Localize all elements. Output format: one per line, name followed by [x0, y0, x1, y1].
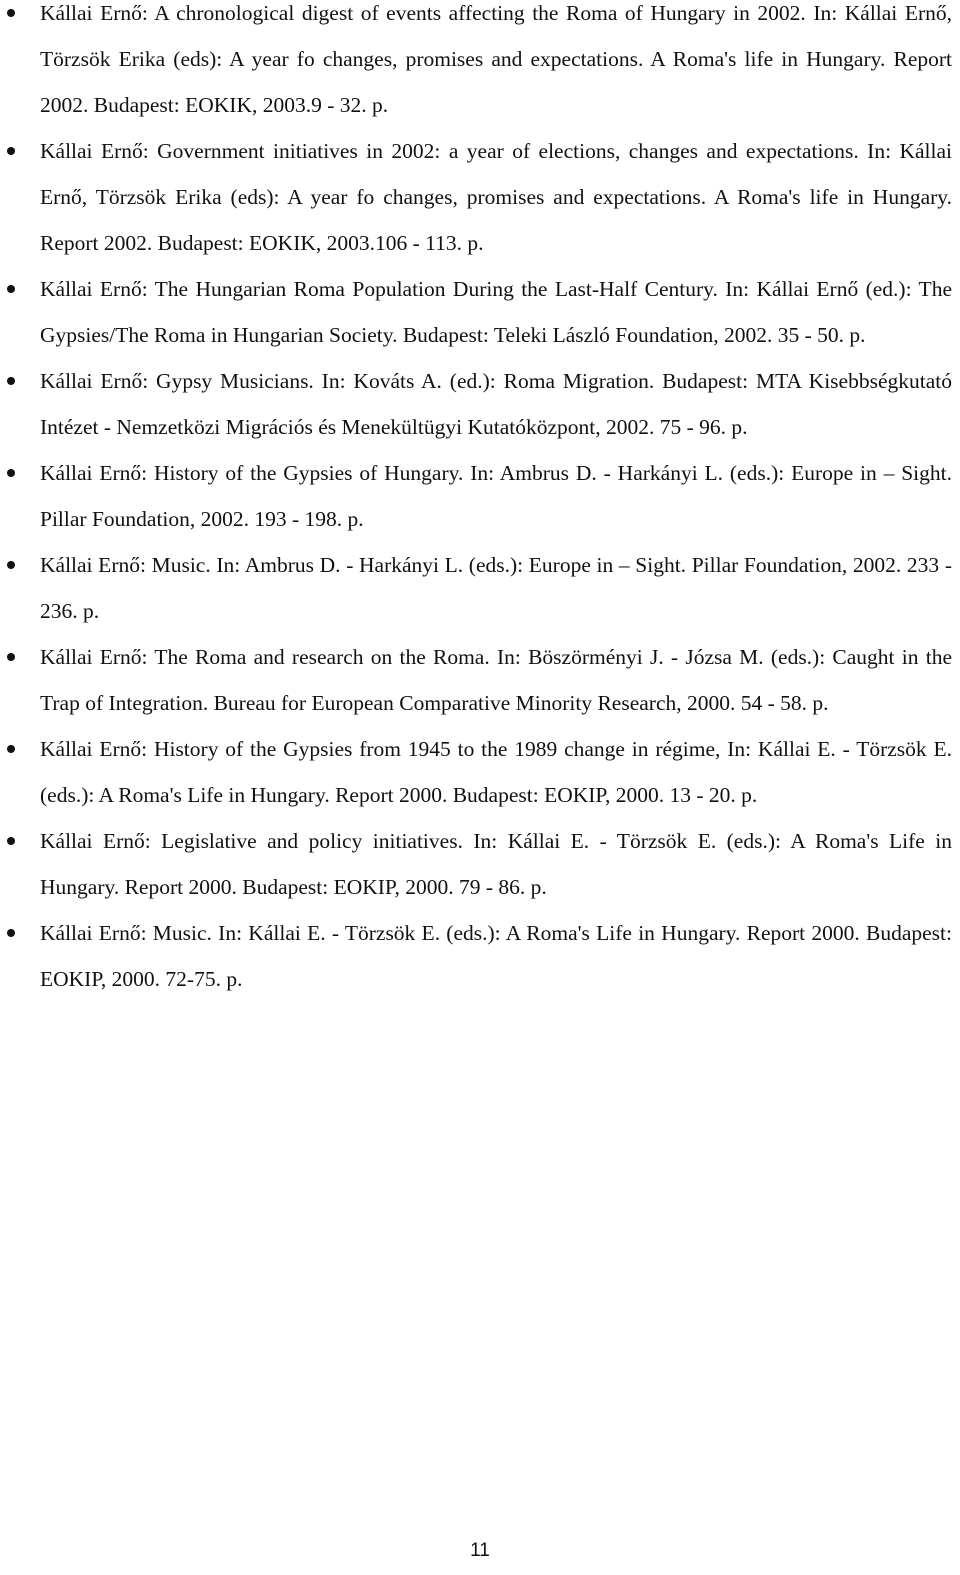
- bullet-icon: [7, 9, 15, 17]
- bibliography-entry: [0, 450, 960, 542]
- bibliography-entry: [0, 0, 960, 128]
- bibliography-entry-text: Kállai Ernő: Gypsy Musicians. In: Kováts A. (ed.): Roma Migration. Budapest: MTA Kisebbségkutató Intézet - Nemzetközi Migrációs és Menekültügyi Kutatóközpont, 2002. 75 - 96. p.: [40, 369, 952, 439]
- bibliography-entry-text: Kállai Ernő: The Roma and research on the Roma. In: Böszörményi J. - Józsa M. (eds.): Caught in the Trap of Integration. Bureau for European Comparative Minority Research, 2000. 54 - 58. p.: [40, 645, 952, 715]
- bibliography-entry-text: Kállai Ernő: The Hungarian Roma Population During the Last-Half Century. In: Kállai Ernő (ed.): The Gypsies/The Roma in Hungarian Society. Budapest: Teleki László Foundation, 2002. 35 - 50. p.: [40, 277, 952, 347]
- bullet-icon: [7, 147, 15, 155]
- bibliography-entry: [0, 634, 960, 726]
- bullet-icon: [7, 837, 15, 845]
- bibliography-entry-text: Kállai Ernő: Legislative and policy initiatives. In: Kállai E. - Törzsök E. (eds.): A Roma's Life in Hungary. Report 2000. Budapest: EOKIP, 2000. 79 - 86. p.: [40, 829, 952, 899]
- bullet-icon: [7, 653, 15, 661]
- bibliography-entry: [0, 542, 960, 634]
- bibliography-entry: [0, 910, 960, 1002]
- bibliography-entry-text: Kállai Ernő: History of the Gypsies of Hungary. In: Ambrus D. - Harkányi L. (eds.): Europe in – Sight. Pillar Foundation, 2002. 193 - 198. p.: [40, 461, 952, 531]
- bullet-icon: [7, 377, 15, 385]
- bibliography-entry: [0, 358, 960, 450]
- bibliography-entry-text: Kállai Ernő: Music. In: Kállai E. - Törzsök E. (eds.): A Roma's Life in Hungary. Report 2000. Budapest: EOKIP, 2000. 72-75. p.: [40, 921, 952, 991]
- bibliography-entry: [0, 818, 960, 910]
- bibliography-entry: [0, 266, 960, 358]
- bibliography-entry-text: Kállai Ernő: Music. In: Ambrus D. - Harkányi L. (eds.): Europe in – Sight. Pillar Foundation, 2002. 233 - 236. p.: [40, 553, 952, 623]
- bullet-icon: [7, 745, 15, 753]
- bullet-icon: [7, 469, 15, 477]
- bibliography-entry-text: Kállai Ernő: A chronological digest of events affecting the Roma of Hungary in 2002. In: Kállai Ernő, Törzsök Erika (eds): A year fo changes, promises and expectations. A Roma's life in Hungary. Report 2002. Budapest: EOKIK, 2003.9 - 32. p.: [40, 1, 952, 117]
- bullet-icon: [7, 929, 15, 937]
- page-number: 11: [470, 1540, 490, 1561]
- bullet-icon: [7, 561, 15, 569]
- bibliography-entry-text: Kállai Ernő: Government initiatives in 2002: a year of elections, changes and expectations. In: Kállai Ernő, Törzsök Erika (eds): A year fo changes, promises and expectations. A Roma's life in Hungary. Report 2002. Budapest: EOKIK, 2003.106 - 113. p.: [40, 139, 952, 255]
- bibliography-entry-text: Kállai Ernő: History of the Gypsies from 1945 to the 1989 change in régime, In: Kállai E. - Törzsök E. (eds.): A Roma's Life in Hungary. Report 2000. Budapest: EOKIP, 2000. 13 - 20. p.: [40, 737, 952, 807]
- bullet-icon: [7, 285, 15, 293]
- bibliography-entry: [0, 726, 960, 818]
- bibliography-entry: [0, 128, 960, 266]
